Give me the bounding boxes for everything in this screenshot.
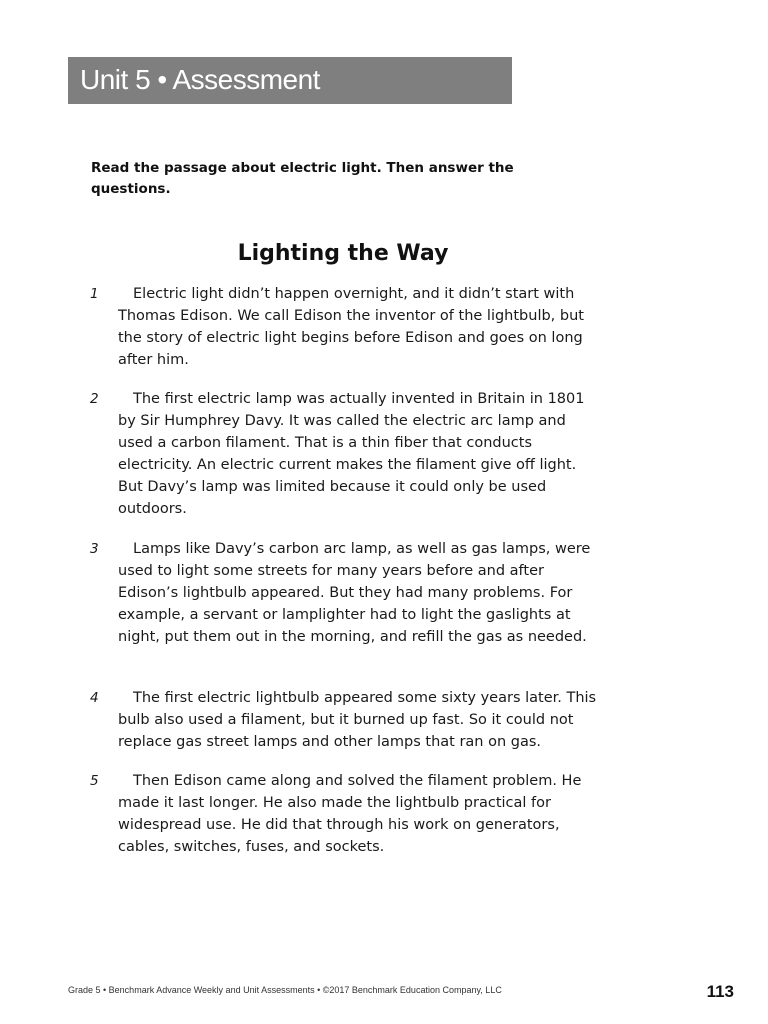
footer-credit: Grade 5 • Benchmark Advance Weekly and Unit Assessments • ©2017 Benchmark Education Company, LLC (68, 985, 502, 995)
unit-title: Unit 5 • Assessment (80, 64, 320, 95)
paragraph-number: 4 (90, 690, 99, 706)
instructions-text: Read the passage about electric light. Then answer the questions. (91, 160, 514, 197)
paragraph-number: 3 (90, 541, 99, 557)
paragraph-number: 5 (90, 773, 99, 789)
paragraph-text: The first electric lightbulb appeared some sixty years later. This bulb also used a filament, but it burned up fast. So it could not replace gas street lamps and other lamps that ran on gas. (118, 690, 597, 750)
page-number: 113 (706, 982, 734, 1001)
paragraph-number: 2 (90, 391, 99, 407)
paragraph-number: 1 (90, 286, 99, 302)
passage-title: Lighting the Way (237, 241, 449, 266)
unit-header-banner (68, 57, 512, 104)
paragraph-text: Lamps like Davy’s carbon arc lamp, as well as gas lamps, were used to light some streets for many years before and after Edison’s lightbulb appeared. But they had many problems. For example, a servant or lamplighter had to light the gaslights at night, put them out in the morning, and refill the gas as needed. (118, 541, 591, 645)
paragraph-text: Then Edison came along and solved the filament problem. He made it last longer. He also made the lightbulb practical for widespread use. He did that through his work on generators, cables, switches, fuses, and sockets. (118, 773, 582, 855)
paragraph-text: Electric light didn’t happen overnight, and it didn’t start with Thomas Edison. We call Edison the inventor of the lightbulb, but the story of electric light begins before Edison and goes on long after him. (118, 286, 584, 368)
paragraph-text: The first electric lamp was actually invented in Britain in 1801 by Sir Humphrey Davy. It was called the electric arc lamp and used a carbon filament. That is a thin fiber that conducts electricity. An electric current makes the filament give off light. But Davy’s lamp was limited because it could only be used outdoors. (118, 391, 585, 517)
